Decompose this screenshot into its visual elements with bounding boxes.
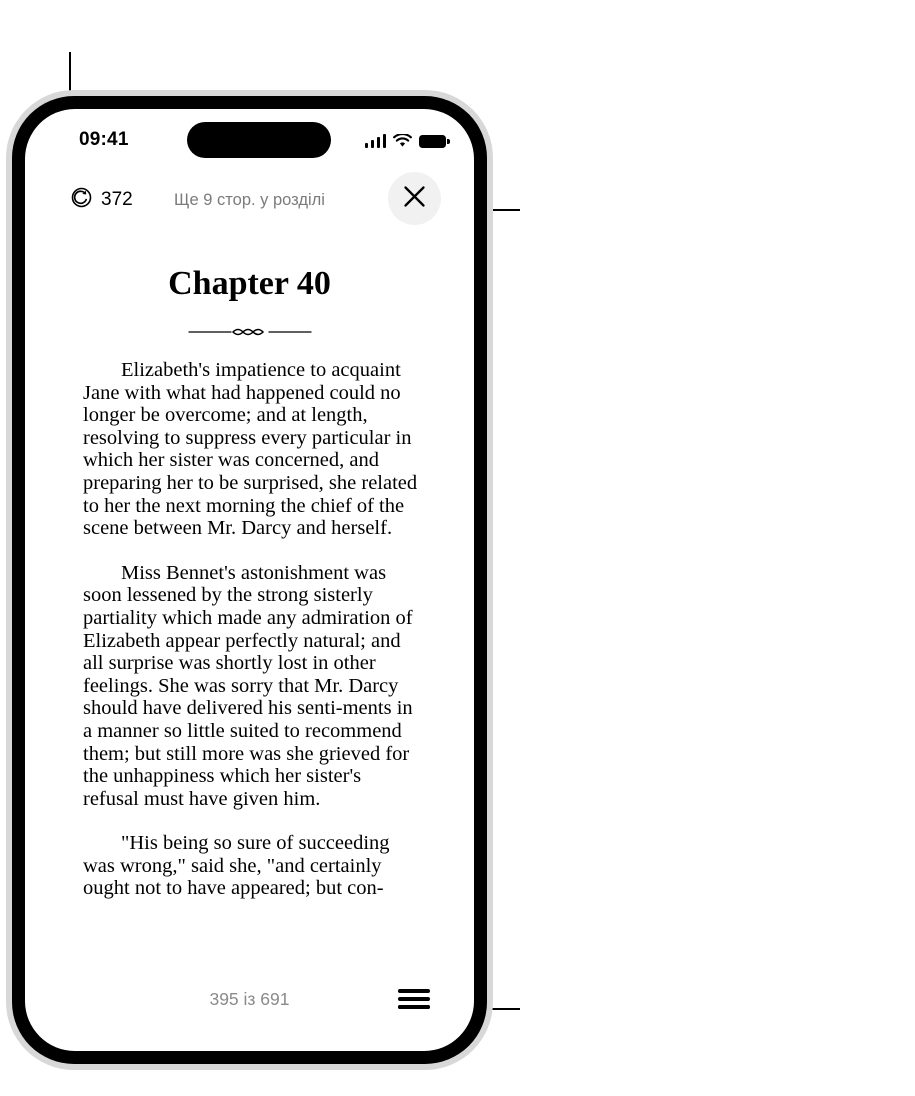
status-bar-icons [365,128,447,148]
chapter-title: Chapter 40 [168,265,331,302]
book-body-text [83,359,418,900]
book-page-content[interactable] [25,247,474,1051]
dynamic-island [187,122,331,158]
phone-device-frame [12,96,487,1064]
status-bar [25,109,474,171]
battery-icon [419,135,446,148]
signal-bars-icon [365,134,387,148]
back-page-number: 372 [101,189,133,210]
table-of-contents-icon [398,989,430,1013]
close-icon [402,184,427,214]
status-bar-time: 09:41 [79,129,129,150]
close-button[interactable] [388,172,441,225]
phone-screen [25,109,474,1051]
decorative-divider-icon [187,325,313,339]
wifi-icon [393,134,412,148]
book-paragraph: Miss Bennet's astonishment was soon lessened by the strong sisterly partiality which made any admiration of Elizabeth appear perfectly natural; and all surprise was shortly lost in other feelings. She was sorry that Mr. Darcy should have delivered his senti-ments in a manner so little suited to recommend them; but still more was she grieved for the unhappiness which her sister's refusal must have given him. [83,561,413,810]
page-progress-label: 395 із 691 [209,989,290,1009]
reader-top-bar [25,171,474,247]
book-paragraph: "His being so sure of succeeding was wrong," said she, "and certainly ought not to have appeared; but con- [83,832,390,900]
book-paragraph: Elizabeth's impatience to acquaint Jane with what had happened could no longer be overcome; and at length, resolving to suppress every particular in which her sister was concerned, and preparing her to be surprised, she related to her the next morning the chief of the scene between Mr. Darcy and herself. [83,359,418,540]
reader-bottom-bar [25,965,474,1051]
table-of-contents-button[interactable] [388,975,440,1027]
chapter-remaining-label: Ще 9 стор. у розділі [174,191,325,209]
